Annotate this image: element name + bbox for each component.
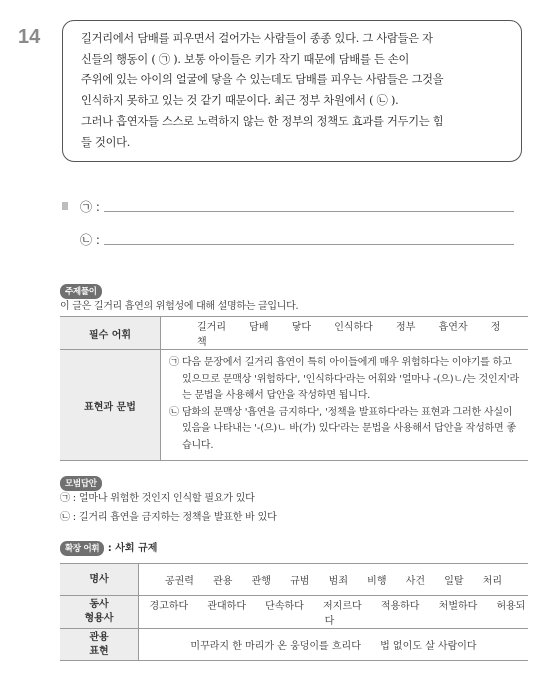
item-marker: ㉠ [169, 357, 179, 368]
passage-box [62, 20, 522, 162]
bullet-marker-icon [62, 202, 68, 210]
table-row [60, 350, 528, 461]
vocab-word: 정부 [396, 322, 416, 333]
answer-rule [104, 211, 514, 212]
word: 처리 [482, 576, 503, 587]
item-text: 담화의 문맥상 '흡연을 금지하다', '정책을 발표하다'라는 표현과 그러한 사실이 있음을 나타내는 '-(으)ㄴ 바(가) 있다'라는 문법을 사용해서 답안을 작성하면 좋습니다. [182, 406, 516, 451]
passage-line: 주위에 있는 아이의 얼굴에 닿을 수 있는데도 담배를 피우는 사람들은 그것을 [81, 73, 444, 87]
extension-table [60, 563, 528, 661]
passage-line: 들 것이다. [81, 135, 131, 149]
word: 관행 [251, 576, 271, 587]
model-answer-tag: 모범답안 [60, 476, 102, 491]
model-answer-heading [60, 471, 102, 491]
vocab-word: 흡연자 [438, 322, 468, 333]
table-row [60, 596, 528, 629]
explanation-item [169, 355, 520, 405]
word: 저지르다 [323, 601, 362, 612]
vocab-list [161, 317, 529, 350]
table-row [60, 564, 528, 596]
passage-line: 신들의 행동이 ( ㉠ ). 보통 아이들은 키가 작기 때문에 담배를 든 손이 [81, 52, 410, 66]
passage-line: 그러나 흡연자들 스스로 노력하지 않는 한 정부의 정책도 효과를 거두기는 힘 [81, 114, 444, 128]
word-list [139, 629, 529, 661]
vocab-word: 인식하다 [334, 322, 373, 333]
word: 단속하다 [265, 601, 304, 612]
word: 규범 [290, 576, 310, 587]
word: 처벌하다 [438, 601, 478, 612]
extension-heading [60, 539, 157, 556]
row-header: 관용 표현 [60, 629, 139, 661]
explanation-item [169, 405, 520, 455]
extension-title: : 사회 규제 [107, 543, 158, 554]
item-text: 다음 문장에서 길거리 흡연이 특히 아이들에게 매우 위험하다는 이야기를 하고 있으므로 문맥상 '위험하다', '인식하다'라는 어휘와 '얼마나 -(으)ㄴ/는 것인지'라는 문법을 사용해서 답안을 작성하면 됩니다. [182, 357, 519, 401]
guide-table [60, 316, 528, 461]
item-marker: ㉡ [169, 406, 179, 418]
passage-line: 길거리에서 담배를 피우면서 걸어가는 사람들이 종종 있다. 그 사람들은 자 [81, 32, 433, 45]
word: 허용되다 [324, 601, 526, 627]
word: 관용 [213, 576, 233, 587]
topic-heading [60, 279, 102, 299]
word: 일탈 [444, 576, 464, 587]
word: 관대하다 [207, 601, 246, 612]
word: 공권력 [164, 576, 194, 587]
answer-line-2[interactable] [60, 230, 520, 250]
word: 비행 [367, 576, 387, 587]
model-answer-line: ㉠ : 얼마나 위험한 것인지 인식할 필요가 있다 [60, 493, 255, 504]
table-row [60, 317, 528, 350]
idiom: 법 없이도 살 사람이다 [380, 641, 477, 652]
answer-rule [104, 244, 514, 245]
vocab-word: 담배 [249, 322, 269, 333]
idiom: 미꾸라지 한 마리가 온 웅덩이를 흐리다 [190, 641, 361, 652]
word: 범죄 [328, 576, 348, 587]
question-number: 14 [18, 26, 41, 48]
expression-header: 표현과 문법 [60, 350, 161, 461]
extension-tag: 확장 어휘 [60, 541, 104, 556]
table-row [60, 629, 528, 661]
expression-explanations [161, 350, 529, 461]
row-header: 동사 형용사 [60, 596, 139, 629]
answer-label: ㉡ : [80, 233, 100, 247]
vocab-word: 닿다 [291, 322, 312, 333]
vocab-header: 필수 어휘 [60, 317, 161, 350]
word: 사건 [405, 576, 426, 587]
vocab-word: 정책 [197, 322, 501, 348]
word-list [139, 564, 529, 596]
model-answer-line: ㉡ : 길거리 흡연을 금지하는 정책을 발표한 바 있다 [60, 512, 277, 523]
word: 적용하다 [380, 601, 420, 612]
answer-label: ㉠ : [80, 200, 100, 214]
word-list [139, 596, 529, 629]
topic-tag: 주제풀이 [60, 284, 102, 299]
word: 경고하다 [149, 601, 189, 612]
answer-line-1[interactable] [60, 197, 520, 217]
passage-line: 인식하지 못하고 있는 것 같기 때문이다. 최근 정부 차원에서 ( ㉡ ). [81, 94, 399, 108]
vocab-word: 길거리 [197, 322, 226, 333]
topic-text: 이 글은 길거리 흡연의 위험성에 대해 설명하는 글입니다. [60, 301, 299, 312]
row-header: 명사 [60, 564, 139, 596]
